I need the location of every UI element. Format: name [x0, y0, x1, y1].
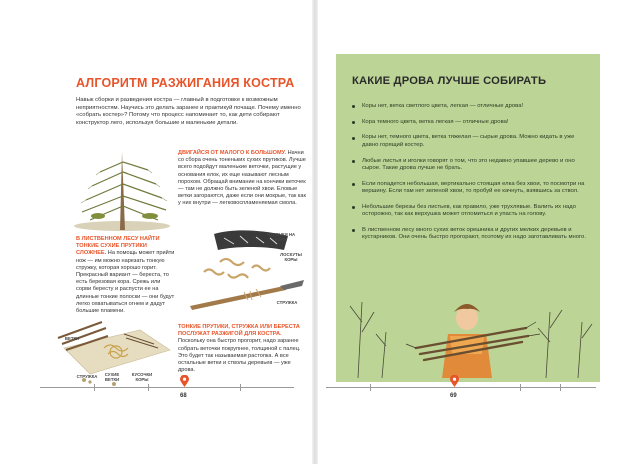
label-shavings-knife: СТРУЖКА	[276, 300, 298, 305]
section-small-to-big-heading: ДВИГАЙСЯ ОТ МАЛОГО К БОЛЬШОМУ.	[178, 150, 287, 156]
list-item: Небольшие березы без листьев, как правило, уже трухлявые. Валить их надо осторожно, так как верхушка может отломиться и упасть на голову.	[348, 204, 588, 219]
section-deciduous-forest	[76, 236, 176, 315]
timeline-tick	[520, 384, 521, 391]
list-item: Кора темного цвета, ветка легкая — отличные дрова!	[348, 119, 588, 126]
section-deciduous-heading: В ЛИСТВЕННОМ ЛЕСУ НАЙТИ ТОНКИЕ СУХИЕ ПРУТИКИ СЛОЖНЕЕ.	[76, 236, 160, 257]
timeline-left	[40, 387, 294, 388]
intro-paragraph: Навык сборки и разведения костра — главный в подготовке к возможным неприятностям. Научись это делать заранее и практикуй почаще. Почему именно «собрать костер»? Потому что процесс напоминает то, как дети собирают конструктор лего, используя большие и маленькие детали.	[76, 97, 301, 126]
section-kindling-heading: ТОНКИЕ ПРУТИКИ, СТРУЖКА ИЛИ БЕРЕСТА ПОСЛУЖАТ РАЗЖИГОЙ ДЛЯ КОСТРА.	[178, 324, 300, 338]
left-page-title: АЛГОРИТМ РАЗЖИГАНИЯ КОСТРА	[76, 76, 295, 90]
location-pin-icon	[180, 375, 189, 387]
label-shavings: СТРУЖКА	[76, 374, 98, 379]
page-number-left: 68	[180, 393, 187, 399]
book-gutter	[312, 0, 318, 464]
section-small-to-big	[178, 150, 306, 208]
timeline-tick	[148, 384, 149, 391]
list-item: Коры нет, ветка светлого цвета, легкая — отличные дрова!	[348, 103, 588, 110]
list-item: Если попадется небольшая, вертикально стоящая елка без хвои, то посмотри на вершину. Если там нет зеленой хвои, то пробуй ее качнуть, взявшись за ствол.	[348, 181, 588, 196]
right-page-title: КАКИЕ ДРОВА ЛУЧШЕ СОБИРАТЬ	[352, 75, 547, 87]
list-item: Любые листья и иголки говорят о том, что это недавно упавшее дерево и оно сырое. Такие дрова лучше не брать.	[348, 158, 588, 173]
section-small-to-big-text: Начни со сбора очень тоненьких сухих прутиков. Лучше всего подойдут маленькие веточки, растущие у основания елок, их еще называют лесным порохом. Обращай внимание на кончики веточек — там не должно быть зеленой хвои. Еловые ветки загораются, даже если они мокрые, так как у них внутри — легковоспламеняемая смола.	[178, 150, 306, 207]
tree-illustration	[70, 146, 176, 232]
label-dry-twigs: СУХИЕ ВЕТКИ	[104, 372, 120, 382]
location-pin-icon	[450, 375, 459, 387]
label-branches: ВЕТКИ	[64, 336, 80, 341]
label-bark-strips: ЛОСКУТЫ КОРЫ	[280, 252, 302, 262]
boy-carrying-firewood-illustration	[346, 262, 594, 380]
timeline-right	[326, 387, 596, 388]
list-item: Коры нет, темного цвета, ветка тяжелая — сырые дрова. Можно кидать в уже давно горящий костер.	[348, 134, 588, 149]
firewood-tips-list	[348, 103, 588, 250]
label-bark-pieces: КУСОЧКИ КОРЫ	[131, 372, 153, 382]
label-bark-cuts: НАСЕЧКИ НА КОРЕ	[266, 232, 296, 242]
timeline-tick	[240, 384, 241, 391]
timeline-tick	[560, 384, 561, 391]
list-item: В лиственном лесу много сухих веток орешника и других мелких деревьев и кустарников. Они очень быстро прогорают, поэтому их надо заготавливать много.	[348, 227, 588, 242]
section-deciduous-text: На помощь может прийти нож — им можно нарезать тонкую стружку, которая хорошо горит. Прекрасный вариант — береста, то есть березовая кора. Срежь или сорви бересту и распусти ее на длинные тонкие полоски — они будут легко охватываться огнем и дадут большие пламени.	[76, 250, 175, 315]
page-number-right: 69	[450, 393, 457, 399]
section-kindling	[178, 324, 306, 374]
timeline-tick	[94, 384, 95, 391]
timeline-tick	[370, 384, 371, 391]
section-kindling-text: Поскольку она быстро прогорит, надо заранее собрать веточки покрупнее, толщиной с палец. Это будет так называемая растопка. А все остальные ветки и стволы деревьев — уже дрова.	[178, 338, 301, 374]
